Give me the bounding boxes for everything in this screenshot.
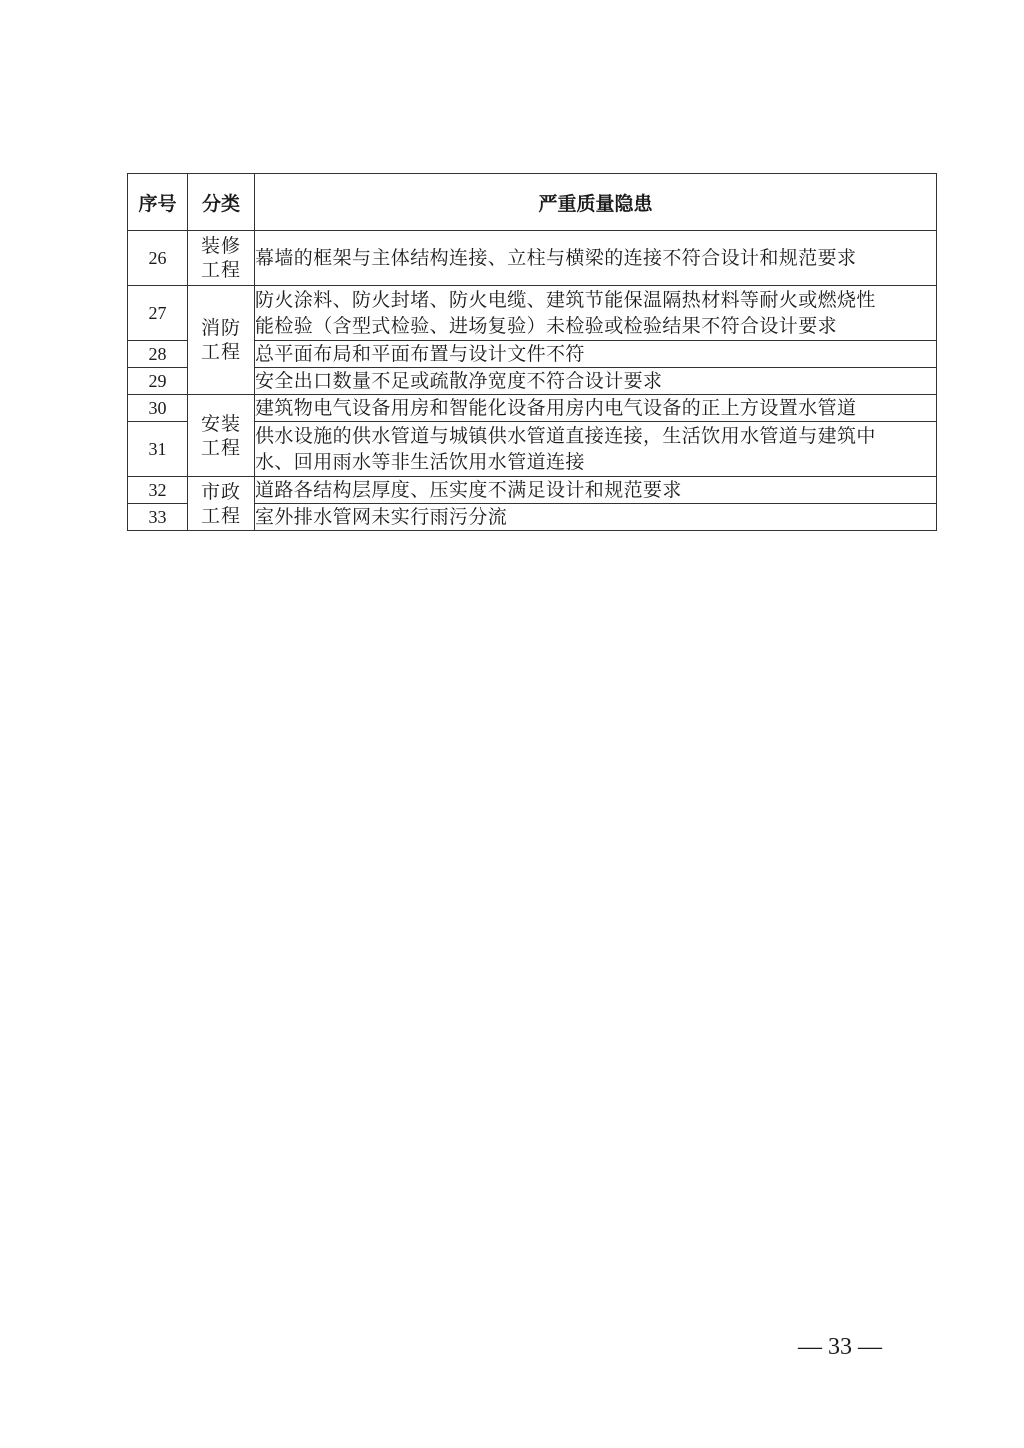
category-line: 工程	[200, 436, 241, 459]
hazard-line: 道路各结构层厚度、压实度不满足设计和规范要求	[255, 479, 682, 501]
hazard-line: 供水设施的供水管道与城镇供水管道直接连接，生活饮用水管道与建筑中	[255, 425, 876, 447]
category-cell	[188, 477, 255, 531]
header-category: 分类	[188, 174, 255, 231]
quality-hazards-table	[127, 173, 937, 531]
hazard-line: 安全出口数量不足或疏散净宽度不符合设计要求	[255, 370, 663, 392]
row-number: 27	[128, 286, 188, 341]
table-header-row	[128, 174, 937, 231]
hazard-cell	[255, 422, 937, 477]
hazard-cell	[255, 395, 937, 422]
row-number: 26	[128, 231, 188, 286]
table-row	[128, 477, 937, 504]
table-row	[128, 286, 937, 341]
hazard-cell	[255, 368, 937, 395]
hazard-line: 防火涂料、防火封堵、防火电缆、建筑节能保温隔热材料等耐火或燃烧性	[255, 289, 876, 311]
header-hazard: 严重质量隐患	[255, 174, 937, 231]
hazard-line: 幕墙的框架与主体结构连接、立柱与横梁的连接不符合设计和规范要求	[255, 247, 857, 269]
row-number: 29	[128, 368, 188, 395]
category-line: 消防	[200, 317, 241, 339]
row-number: 33	[128, 504, 188, 531]
category-cell	[188, 231, 255, 286]
category-line: 市政	[200, 480, 241, 503]
hazard-cell	[255, 286, 937, 341]
row-number: 32	[128, 477, 188, 504]
hazard-cell	[255, 341, 937, 368]
hazard-line: 水、回用雨水等非生活饮用水管道连接	[255, 451, 585, 473]
hazard-cell	[255, 477, 937, 504]
category-line: 装修	[200, 235, 241, 257]
hazard-line: 室外排水管网未实行雨污分流	[255, 506, 508, 528]
hazard-cell	[255, 231, 937, 286]
category-cell	[188, 395, 255, 477]
category-cell	[188, 286, 255, 395]
row-number: 28	[128, 341, 188, 368]
row-number: 31	[128, 422, 188, 477]
hazard-line: 能检验（含型式检验、进场复验）未检验或检验结果不符合设计要求	[255, 315, 838, 337]
hazard-line: 建筑物电气设备用房和智能化设备用房内电气设备的正上方设置水管道	[255, 397, 857, 419]
category-line: 工程	[200, 504, 241, 527]
table-row	[128, 231, 937, 286]
header-num: 序号	[128, 174, 188, 231]
category-line: 工程	[200, 259, 241, 281]
page-number: — 33 —	[798, 1334, 882, 1360]
hazard-cell	[255, 504, 937, 531]
table-row	[128, 395, 937, 422]
hazard-line: 总平面布局和平面布置与设计文件不符	[255, 343, 585, 365]
category-line: 安装	[200, 412, 241, 435]
row-number: 30	[128, 395, 188, 422]
category-line: 工程	[200, 341, 241, 363]
